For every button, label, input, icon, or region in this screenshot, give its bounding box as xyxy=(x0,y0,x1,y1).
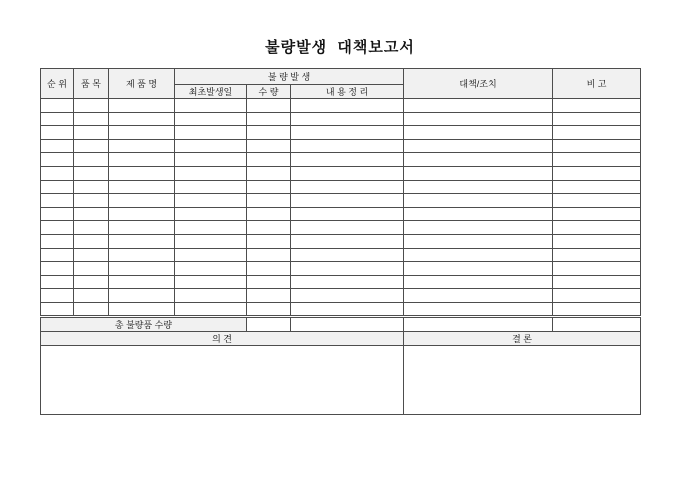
table-cell xyxy=(291,153,404,167)
table-cell xyxy=(404,262,553,276)
table-cell xyxy=(553,234,641,248)
header-product-name: 제 품 명 xyxy=(109,69,175,99)
table-cell xyxy=(175,99,247,113)
table-cell xyxy=(109,248,175,262)
table-row xyxy=(41,302,641,316)
table-cell xyxy=(175,153,247,167)
table-cell xyxy=(109,302,175,316)
table-cell xyxy=(247,153,291,167)
table-cell xyxy=(41,153,74,167)
table-cell xyxy=(247,99,291,113)
table-cell xyxy=(291,289,404,303)
total-remarks-cell xyxy=(553,316,641,331)
table-cell xyxy=(74,139,109,153)
table-row xyxy=(41,153,641,167)
table-cell xyxy=(291,275,404,289)
table-cell xyxy=(175,275,247,289)
table-cell xyxy=(74,248,109,262)
table-row xyxy=(41,234,641,248)
table-row xyxy=(41,99,641,113)
table-cell xyxy=(291,139,404,153)
table-cell xyxy=(247,166,291,180)
table-footer xyxy=(41,316,641,414)
table-cell xyxy=(404,126,553,140)
header-item: 품 목 xyxy=(74,69,109,99)
total-quantity-cell xyxy=(247,316,291,331)
conclusion-header: 결 론 xyxy=(404,331,641,345)
table-cell xyxy=(109,194,175,208)
table-cell xyxy=(175,221,247,235)
table-cell xyxy=(109,275,175,289)
table-cell xyxy=(247,248,291,262)
table-row xyxy=(41,207,641,221)
table-cell xyxy=(175,139,247,153)
table-cell xyxy=(291,126,404,140)
table-row xyxy=(41,248,641,262)
table-row xyxy=(41,180,641,194)
table-cell xyxy=(175,166,247,180)
table-cell xyxy=(291,207,404,221)
table-cell xyxy=(41,234,74,248)
table-cell xyxy=(247,207,291,221)
header-countermeasure: 대책/조치 xyxy=(404,69,553,99)
table-cell xyxy=(41,207,74,221)
table-cell xyxy=(404,166,553,180)
defect-report-table xyxy=(40,68,641,415)
table-cell xyxy=(74,275,109,289)
table-cell xyxy=(41,194,74,208)
table-cell xyxy=(553,194,641,208)
table-cell xyxy=(74,289,109,303)
table-cell xyxy=(109,221,175,235)
table-cell xyxy=(41,99,74,113)
table-cell xyxy=(41,262,74,276)
table-cell xyxy=(553,126,641,140)
table-cell xyxy=(74,207,109,221)
table-cell xyxy=(74,126,109,140)
table-cell xyxy=(109,207,175,221)
header-rank: 순 위 xyxy=(41,69,74,99)
table-cell xyxy=(175,194,247,208)
table-cell xyxy=(74,153,109,167)
table-row xyxy=(41,262,641,276)
table-cell xyxy=(74,221,109,235)
header-quantity: 수 량 xyxy=(247,85,291,99)
table-row xyxy=(41,221,641,235)
table-cell xyxy=(553,221,641,235)
table-cell xyxy=(41,126,74,140)
table-cell xyxy=(404,302,553,316)
table-cell xyxy=(175,207,247,221)
table-cell xyxy=(41,112,74,126)
table-cell xyxy=(175,248,247,262)
table-cell xyxy=(553,207,641,221)
table-cell xyxy=(74,166,109,180)
table-cell xyxy=(109,180,175,194)
table-cell xyxy=(247,302,291,316)
table-cell xyxy=(247,112,291,126)
table-cell xyxy=(553,180,641,194)
table-cell xyxy=(109,166,175,180)
table-cell xyxy=(41,180,74,194)
opinion-conclusion-header-row xyxy=(41,331,641,345)
table-cell xyxy=(553,153,641,167)
header-first-date: 최초발생일 xyxy=(175,85,247,99)
table-cell xyxy=(291,302,404,316)
table-cell xyxy=(109,234,175,248)
table-cell xyxy=(247,194,291,208)
table-cell xyxy=(109,112,175,126)
page-title: 불량발생 대책보고서 xyxy=(265,39,415,56)
table-cell xyxy=(404,99,553,113)
table-cell xyxy=(553,166,641,180)
table-cell xyxy=(291,234,404,248)
table-cell xyxy=(291,99,404,113)
table-cell xyxy=(175,289,247,303)
table-cell xyxy=(175,126,247,140)
table-cell xyxy=(74,194,109,208)
table-cell xyxy=(404,194,553,208)
table-cell xyxy=(74,180,109,194)
table-cell xyxy=(553,248,641,262)
table-cell xyxy=(553,275,641,289)
table-row xyxy=(41,112,641,126)
total-details-cell xyxy=(291,316,404,331)
table-cell xyxy=(404,221,553,235)
table-cell xyxy=(109,139,175,153)
table-cell xyxy=(291,248,404,262)
table-cell xyxy=(109,289,175,303)
table-cell xyxy=(247,262,291,276)
table-cell xyxy=(291,262,404,276)
table-cell xyxy=(291,221,404,235)
table-cell xyxy=(247,234,291,248)
table-cell xyxy=(175,262,247,276)
table-cell xyxy=(74,234,109,248)
opinion-conclusion-content-row xyxy=(41,345,641,414)
table-cell xyxy=(109,126,175,140)
table-cell xyxy=(291,180,404,194)
table-row xyxy=(41,166,641,180)
table-cell xyxy=(553,139,641,153)
table-row xyxy=(41,139,641,153)
table-header xyxy=(41,69,641,99)
table-cell xyxy=(41,221,74,235)
table-cell xyxy=(404,112,553,126)
table-cell xyxy=(175,302,247,316)
conclusion-content-area xyxy=(404,345,641,414)
table-cell xyxy=(404,180,553,194)
table-cell xyxy=(553,112,641,126)
table-cell xyxy=(247,126,291,140)
table-cell xyxy=(175,112,247,126)
table-cell xyxy=(41,248,74,262)
table-cell xyxy=(291,194,404,208)
table-cell xyxy=(175,180,247,194)
table-cell xyxy=(291,112,404,126)
header-details: 내 용 정 리 xyxy=(291,85,404,99)
table-cell xyxy=(404,139,553,153)
table-cell xyxy=(109,262,175,276)
table-row xyxy=(41,126,641,140)
table-cell xyxy=(41,139,74,153)
table-cell xyxy=(404,234,553,248)
table-cell xyxy=(109,153,175,167)
table-cell xyxy=(74,99,109,113)
table-cell xyxy=(404,153,553,167)
table-cell xyxy=(404,275,553,289)
opinion-content-area xyxy=(41,345,404,414)
total-row xyxy=(41,316,641,331)
table-row xyxy=(41,289,641,303)
table-cell xyxy=(41,289,74,303)
table-cell xyxy=(74,112,109,126)
table-cell xyxy=(553,289,641,303)
total-label: 총 불량품 수량 xyxy=(41,316,247,331)
table-cell xyxy=(404,289,553,303)
table-cell xyxy=(247,139,291,153)
table-cell xyxy=(404,207,553,221)
header-defect-group: 불 량 발 생 xyxy=(175,69,404,85)
opinion-header: 의 견 xyxy=(41,331,404,345)
table-cell xyxy=(74,302,109,316)
total-countermeasure-cell xyxy=(404,316,553,331)
table-cell xyxy=(553,302,641,316)
table-cell xyxy=(41,302,74,316)
table-cell xyxy=(41,166,74,180)
table-cell xyxy=(404,248,553,262)
table-cell xyxy=(175,234,247,248)
table-row xyxy=(41,194,641,208)
table-cell xyxy=(247,180,291,194)
table-cell xyxy=(247,221,291,235)
table-row xyxy=(41,275,641,289)
table-cell xyxy=(247,289,291,303)
table-cell xyxy=(41,275,74,289)
table-cell xyxy=(291,166,404,180)
table-cell xyxy=(247,275,291,289)
table-cell xyxy=(553,99,641,113)
table-cell xyxy=(74,262,109,276)
table-cell xyxy=(109,99,175,113)
defect-table-body xyxy=(41,99,641,317)
header-remarks: 비 고 xyxy=(553,69,641,99)
table-cell xyxy=(553,262,641,276)
